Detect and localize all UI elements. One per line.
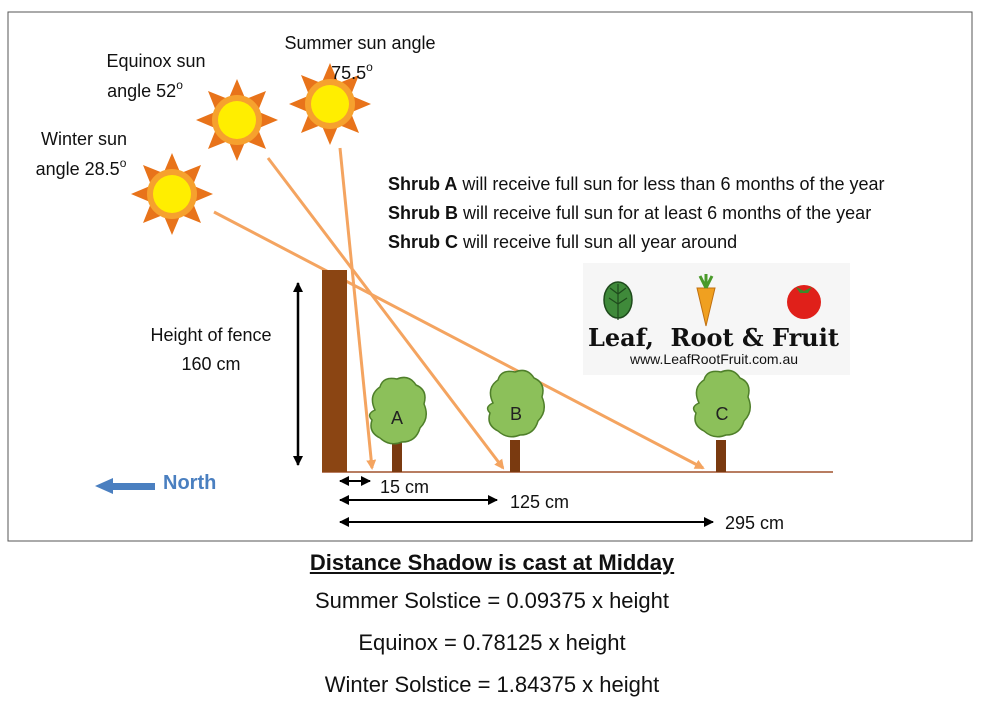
- formulas-heading: Distance Shadow is cast at Midday: [309, 550, 675, 575]
- equinox-sun-label-line2: angle 52$^o$: [107, 78, 183, 101]
- winter-sun-label-line2: angle 28.5$^o$: [35, 156, 127, 179]
- fence-height-value: 160 cm: [181, 354, 241, 374]
- formula-winter: Winter Solstice = 1.84375 x height: [324, 672, 660, 697]
- shrub-a-note: Shrub A will receive full sun for less than 6 months of the year: [388, 174, 885, 194]
- leaf-root-fruit-logo: [583, 263, 850, 375]
- distance-125-label: 125 cm: [510, 492, 570, 512]
- fence-height-label: Height of fence: [150, 325, 272, 345]
- winter-sun-icon: [131, 153, 213, 235]
- summer-sun-label-line2: 75.5$^o$: [331, 60, 373, 83]
- shadow-formulas: [0, 540, 984, 706]
- logo-title: Leaf, Root & Fruit: [588, 323, 839, 352]
- summer-sun-label-line1: Summer sun angle: [284, 33, 436, 53]
- logo-url: www.LeafRootFruit.com.au: [629, 351, 799, 367]
- formula-summer: Summer Solstice = 0.09375 x height: [314, 588, 670, 613]
- equinox-sun-icon: [196, 79, 278, 161]
- formula-equinox: Equinox = 0.78125 x height: [358, 630, 626, 655]
- shrub-b-label: B: [509, 404, 523, 424]
- shrub-a-label: A: [390, 408, 404, 428]
- shrub-c-note: Shrub C will receive full sun all year around: [388, 232, 738, 252]
- distance-15-label: 15 cm: [380, 477, 430, 497]
- north-label: North: [163, 472, 217, 494]
- fence: [322, 270, 347, 472]
- winter-sun-label-line1: Winter sun: [40, 129, 128, 149]
- north-indicator: [95, 472, 216, 494]
- shrub-c-label: C: [715, 404, 729, 424]
- shrub-c: [694, 370, 751, 472]
- distance-295-label: 295 cm: [725, 513, 785, 533]
- tomato-icon: [787, 285, 821, 319]
- shrub-a: [370, 377, 427, 472]
- shrub-b-note: Shrub B will receive full sun for at least 6 months of the year: [388, 203, 872, 223]
- north-arrow-icon: [95, 478, 155, 494]
- equinox-sun-label-line1: Equinox sun: [106, 51, 206, 71]
